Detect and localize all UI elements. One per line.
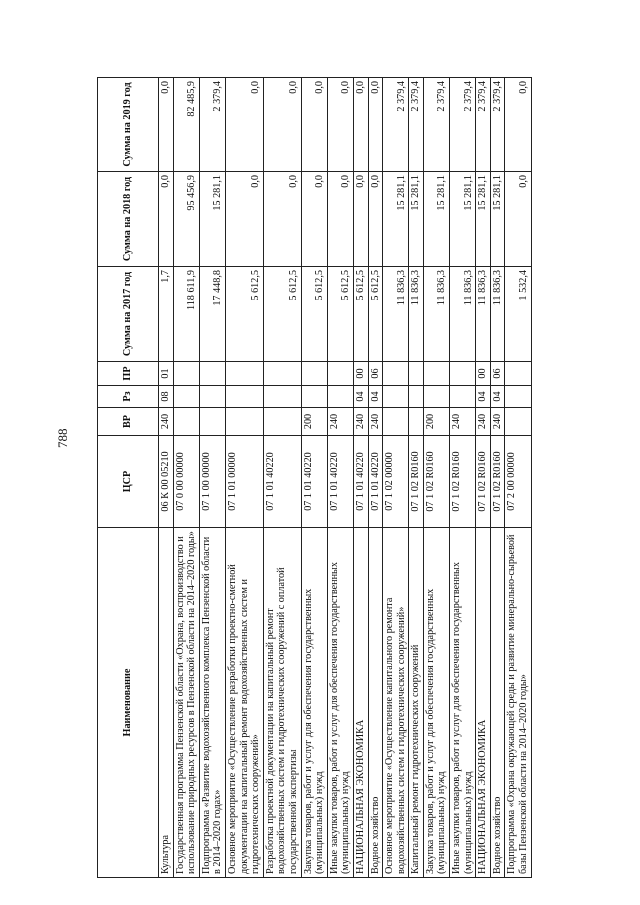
cell-vr: 240 xyxy=(490,408,505,436)
cell-vr xyxy=(505,408,531,436)
cell-sum-2018: 0,0 xyxy=(327,172,353,267)
cell-sum-2017: 17 448,8 xyxy=(199,267,225,362)
header-pr: ПР xyxy=(98,362,159,386)
cell-rz: 04 xyxy=(368,386,383,408)
cell-sum-2019: 0,0 xyxy=(263,78,301,172)
cell-name: НАЦИОНАЛЬНАЯ ЭКОНОМИКА xyxy=(353,528,368,878)
cell-name: Водное хозяйство xyxy=(490,528,505,878)
cell-sum-2017: 11 836,3 xyxy=(383,267,409,362)
cell-sum-2018: 95 456,9 xyxy=(173,172,199,267)
cell-pr xyxy=(263,362,301,386)
cell-pr xyxy=(423,362,449,386)
cell-csr: 07 1 02 R0160 xyxy=(450,436,476,528)
cell-sum-2017: 5 612,5 xyxy=(368,267,383,362)
cell-name: Закупка товаров, работ и услуг для обеспечения государственных (муниципальных) нужд xyxy=(301,528,327,878)
cell-name: Закупка товаров, работ и услуг для обеспечения государственных (муниципальных) нужд xyxy=(423,528,449,878)
table-row xyxy=(383,78,409,878)
cell-rz xyxy=(383,386,409,408)
cell-name: Государственная программа Пензенской области «Охрана, воспроизводство и использование природных ресурсов в Пензенской области на 2014–2020 годы» xyxy=(173,528,199,878)
table-row xyxy=(490,78,505,878)
cell-sum-2019: 2 379,4 xyxy=(383,78,409,172)
rotated-table-wrapper xyxy=(97,78,627,878)
cell-pr: 01 xyxy=(159,362,174,386)
cell-name: Основное мероприятие «Осуществление капитального ремонта водохозяйственных систем и гидротехнических сооружений» xyxy=(383,528,409,878)
cell-sum-2019: 0,0 xyxy=(159,78,174,172)
cell-rz xyxy=(173,386,199,408)
cell-rz xyxy=(423,386,449,408)
table-row xyxy=(159,78,174,878)
cell-pr xyxy=(450,362,476,386)
cell-name: Иные закупки товаров, работ и услуг для обеспечения государственных (муниципальных) нужд xyxy=(450,528,476,878)
cell-csr: 07 1 01 40220 xyxy=(301,436,327,528)
budget-table xyxy=(97,77,532,878)
cell-name: Капитальный ремонт гидротехнических сооружений xyxy=(409,528,424,878)
cell-sum-2019: 0,0 xyxy=(225,78,263,172)
cell-vr: 240 xyxy=(353,408,368,436)
cell-name: Разработка проектной документации на капитальный ремонт водохозяйственных систем и гидротехнических сооружений с оплатой государственной экспертизы xyxy=(263,528,301,878)
cell-pr xyxy=(301,362,327,386)
cell-vr: 240 xyxy=(450,408,476,436)
table-row xyxy=(263,78,301,878)
cell-pr: 06 xyxy=(490,362,505,386)
header-sum-2019: Сумма на 2019 год xyxy=(98,78,159,172)
cell-vr xyxy=(383,408,409,436)
cell-sum-2017: 1,7 xyxy=(159,267,174,362)
cell-sum-2019: 0,0 xyxy=(301,78,327,172)
table-row xyxy=(450,78,476,878)
cell-sum-2018: 0,0 xyxy=(301,172,327,267)
cell-pr xyxy=(383,362,409,386)
cell-sum-2017: 5 612,5 xyxy=(263,267,301,362)
cell-vr xyxy=(173,408,199,436)
cell-name: Основное мероприятие «Осуществление разработки проектно-сметной документации на капитальный ремонт водохозяйственных систем и гидротехнических сооружений» xyxy=(225,528,263,878)
cell-sum-2018: 15 281,1 xyxy=(423,172,449,267)
cell-csr: 07 1 01 40220 xyxy=(263,436,301,528)
cell-csr: 07 1 02 R0160 xyxy=(490,436,505,528)
cell-rz: 04 xyxy=(490,386,505,408)
cell-csr: 07 1 00 00000 xyxy=(199,436,225,528)
cell-name: Подпрограмма «Охрана окружающей среды и развитие минерально-сырьевой базы Пензенской области на 2014–2020 годы» xyxy=(505,528,531,878)
cell-vr xyxy=(225,408,263,436)
header-csr: ЦСР xyxy=(98,436,159,528)
cell-vr: 240 xyxy=(476,408,491,436)
table-row xyxy=(476,78,491,878)
cell-rz: 08 xyxy=(159,386,174,408)
cell-sum-2019: 82 485,9 xyxy=(173,78,199,172)
cell-sum-2017: 11 836,3 xyxy=(409,267,424,362)
cell-sum-2017: 11 836,3 xyxy=(476,267,491,362)
cell-sum-2018: 0,0 xyxy=(159,172,174,267)
cell-sum-2019: 2 379,4 xyxy=(199,78,225,172)
cell-sum-2018: 15 281,1 xyxy=(476,172,491,267)
table-row xyxy=(199,78,225,878)
cell-sum-2018: 15 281,1 xyxy=(409,172,424,267)
cell-sum-2017: 5 612,5 xyxy=(353,267,368,362)
header-sum-2018: Сумма на 2018 год xyxy=(98,172,159,267)
cell-sum-2017: 1 532,4 xyxy=(505,267,531,362)
cell-pr xyxy=(199,362,225,386)
cell-sum-2018: 0,0 xyxy=(353,172,368,267)
table-row xyxy=(409,78,424,878)
cell-vr xyxy=(409,408,424,436)
cell-csr: 07 1 02 R0160 xyxy=(423,436,449,528)
cell-sum-2017: 11 836,3 xyxy=(490,267,505,362)
cell-sum-2017: 5 612,5 xyxy=(327,267,353,362)
cell-sum-2019: 0,0 xyxy=(327,78,353,172)
cell-csr: 07 1 02 R0160 xyxy=(409,436,424,528)
cell-csr: 07 1 01 40220 xyxy=(368,436,383,528)
page-number: 788 xyxy=(55,428,70,448)
cell-pr: 00 xyxy=(353,362,368,386)
cell-pr xyxy=(505,362,531,386)
header-sum-2017: Сумма на 2017 год xyxy=(98,267,159,362)
cell-sum-2019: 2 379,4 xyxy=(490,78,505,172)
cell-csr: 06 К 00 05210 xyxy=(159,436,174,528)
cell-vr xyxy=(199,408,225,436)
cell-sum-2018: 0,0 xyxy=(263,172,301,267)
cell-vr: 200 xyxy=(423,408,449,436)
cell-sum-2019: 2 379,4 xyxy=(476,78,491,172)
cell-rz xyxy=(301,386,327,408)
cell-vr: 240 xyxy=(368,408,383,436)
cell-vr: 240 xyxy=(327,408,353,436)
cell-sum-2018: 0,0 xyxy=(225,172,263,267)
cell-csr: 07 1 01 40220 xyxy=(327,436,353,528)
table-row xyxy=(173,78,199,878)
cell-csr: 07 1 02 R0160 xyxy=(476,436,491,528)
cell-sum-2019: 0,0 xyxy=(368,78,383,172)
cell-pr xyxy=(173,362,199,386)
cell-sum-2017: 118 611,9 xyxy=(173,267,199,362)
cell-sum-2017: 11 836,3 xyxy=(423,267,449,362)
cell-pr: 00 xyxy=(476,362,491,386)
cell-rz xyxy=(225,386,263,408)
cell-sum-2018: 0,0 xyxy=(505,172,531,267)
cell-pr xyxy=(409,362,424,386)
header-rz: Рз xyxy=(98,386,159,408)
cell-rz xyxy=(505,386,531,408)
cell-csr: 07 2 00 00000 xyxy=(505,436,531,528)
table-row xyxy=(353,78,368,878)
cell-sum-2017: 5 612,5 xyxy=(225,267,263,362)
table-row xyxy=(301,78,327,878)
cell-name: Подпрограмма «Развитие водохозяйственного комплекса Пензенской области в 2014–2020 годах» xyxy=(199,528,225,878)
cell-csr: 07 0 00 00000 xyxy=(173,436,199,528)
cell-vr: 200 xyxy=(301,408,327,436)
table-row xyxy=(225,78,263,878)
cell-rz xyxy=(409,386,424,408)
cell-sum-2019: 2 379,4 xyxy=(423,78,449,172)
cell-sum-2018: 15 281,1 xyxy=(490,172,505,267)
cell-name: Иные закупки товаров, работ и услуг для обеспечения государственных (муниципальных) нужд xyxy=(327,528,353,878)
cell-pr: 06 xyxy=(368,362,383,386)
cell-name: Культура xyxy=(159,528,174,878)
table-row xyxy=(423,78,449,878)
cell-vr: 240 xyxy=(159,408,174,436)
table-header-row xyxy=(98,78,159,878)
cell-rz xyxy=(263,386,301,408)
cell-sum-2019: 2 379,4 xyxy=(450,78,476,172)
cell-sum-2019: 0,0 xyxy=(353,78,368,172)
cell-pr xyxy=(327,362,353,386)
cell-sum-2019: 2 379,4 xyxy=(409,78,424,172)
cell-sum-2018: 15 281,1 xyxy=(450,172,476,267)
cell-vr xyxy=(263,408,301,436)
cell-csr: 07 1 01 00000 xyxy=(225,436,263,528)
cell-rz xyxy=(327,386,353,408)
table-row xyxy=(368,78,383,878)
cell-sum-2018: 15 281,1 xyxy=(383,172,409,267)
cell-sum-2018: 0,0 xyxy=(368,172,383,267)
cell-sum-2018: 15 281,1 xyxy=(199,172,225,267)
header-vr: ВР xyxy=(98,408,159,436)
cell-sum-2017: 11 836,3 xyxy=(450,267,476,362)
cell-rz: 04 xyxy=(476,386,491,408)
cell-pr xyxy=(225,362,263,386)
cell-rz: 04 xyxy=(353,386,368,408)
cell-name: Водное хозяйство xyxy=(368,528,383,878)
cell-rz xyxy=(199,386,225,408)
header-name: Наименование xyxy=(98,528,159,878)
table-row xyxy=(505,78,531,878)
cell-rz xyxy=(450,386,476,408)
cell-csr: 07 1 01 40220 xyxy=(353,436,368,528)
cell-csr: 07 1 02 00000 xyxy=(383,436,409,528)
table-body xyxy=(159,78,532,878)
cell-sum-2019: 0,0 xyxy=(505,78,531,172)
table-row xyxy=(327,78,353,878)
cell-name: НАЦИОНАЛЬНАЯ ЭКОНОМИКА xyxy=(476,528,491,878)
cell-sum-2017: 5 612,5 xyxy=(301,267,327,362)
